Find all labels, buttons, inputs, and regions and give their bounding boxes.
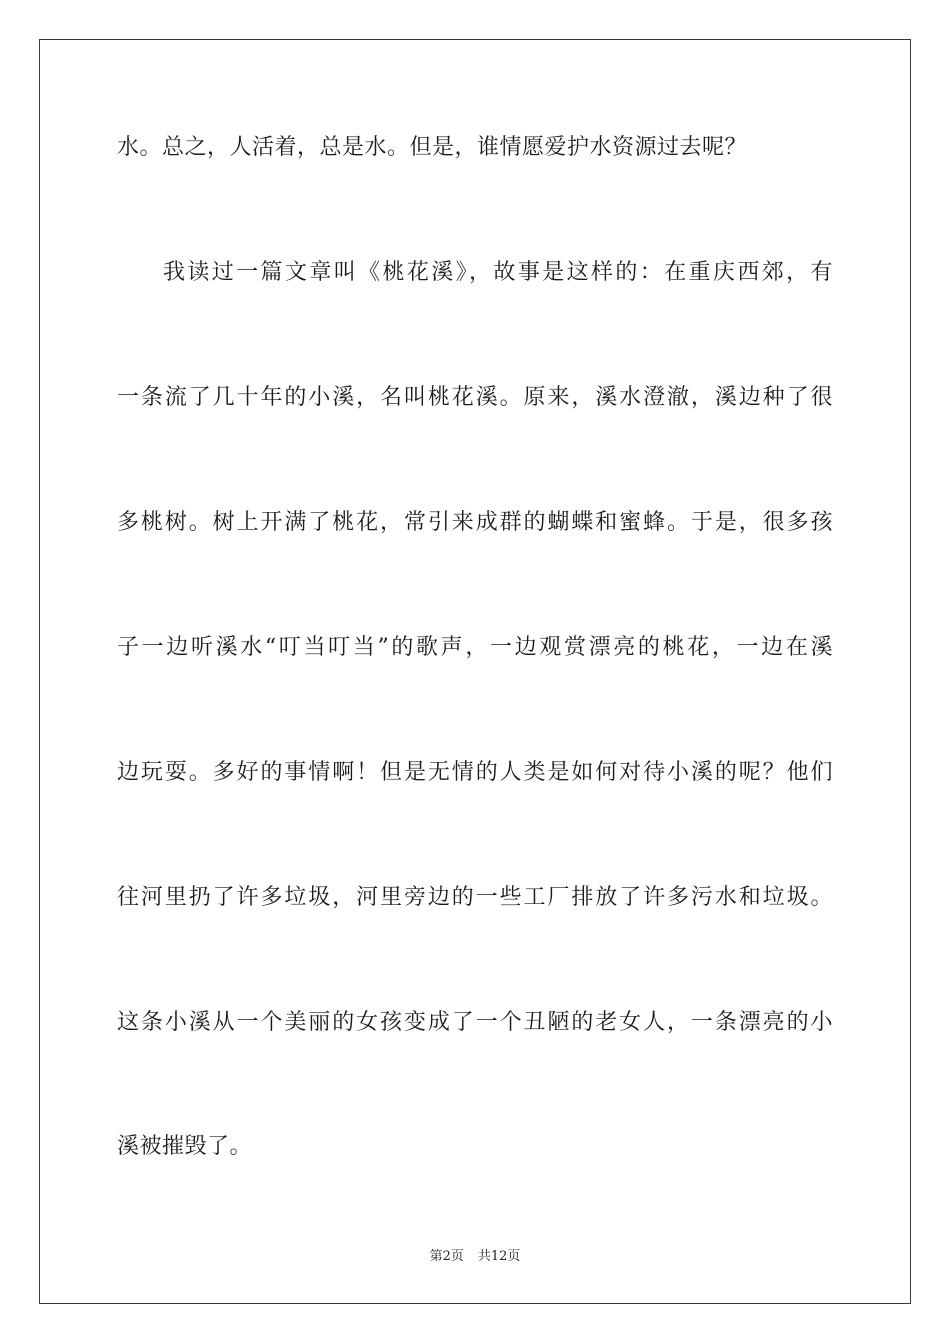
page-total: 共12页: [477, 1249, 521, 1264]
page-footer: [0, 1248, 950, 1266]
text-line-8: 这条小溪从一个美丽的女孩变成了一个丑陋的老女人，一条漂亮的小: [117, 1010, 833, 1035]
text-line-7: 往河里扔了许多垃圾，河里旁边的一些工厂排放了许多污水和垃圾。: [117, 885, 833, 910]
text-line-2: 我读过一篇文章叫《桃花溪》，故事是这样的：在重庆西郊，有: [163, 260, 833, 285]
text-line-3: 一条流了几十年的小溪，名叫桃花溪。原来，溪水澄澈，溪边种了很: [117, 385, 833, 410]
text-line-4: 多桃树。树上开满了桃花，常引来成群的蝴蝶和蜜蜂。于是，很多孩: [117, 510, 833, 535]
text-line-1: 水。总之，人活着，总是水。但是，谁情愿爱护水资源过去呢？: [117, 135, 748, 160]
text-line-6: 边玩耍。多好的事情啊！但是无情的人类是如何对待小溪的呢？他们: [117, 760, 833, 785]
text-line-5: 子一边听溪水“叮当叮当”的歌声，一边观赏漂亮的桃花，一边在溪: [117, 635, 833, 660]
page-number: 第2页: [429, 1249, 464, 1264]
page-border: [39, 39, 911, 1304]
text-line-9: 溪被摧毁了。: [117, 1134, 253, 1159]
